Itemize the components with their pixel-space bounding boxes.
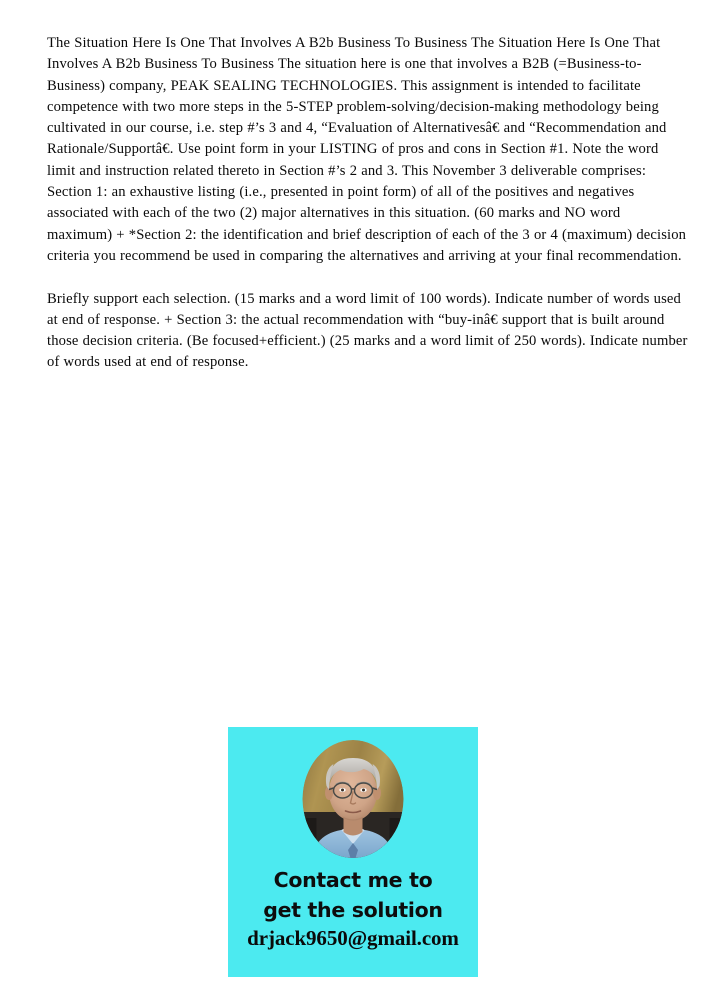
portrait-photo-icon xyxy=(303,740,404,858)
contact-card-headline-line-2: get the solution xyxy=(263,898,443,922)
avatar xyxy=(303,740,404,858)
document-text-body xyxy=(47,33,689,374)
contact-card-headline-line-1: Contact me to xyxy=(273,868,433,892)
contact-card-email[interactable]: drjack9650@gmail.com xyxy=(247,926,459,950)
paragraph-1: The Situation Here Is One That Involves A B2b Business To Business The Situation Here Is One That Involves A B2b Business To Business The situation here is one that involves a B2B (=Business-to-Business) company, PEAK SEALING TECHNOLOGIES. This assignment is intended to facilitate competence with two more steps in the 5-STEP problem-solving/decision-making methodology being cultivated in our course, i.e. step #’s 3 and 4, “Evaluation of Alternativesâ€ and “Recommendation and Rationale/Supportâ€. Use point form in your LISTING of pros and cons in Section #1. Note the word limit and instruction related thereto in Section #’s 2 and 3. This November 3 deliverable comprises: Section 1: an exhaustive listing (i.e., presented in point form) of all of the positives and negatives associated with each of the two (2) major alternatives in this situation. (60 marks and NO word maximum) + *Section 2: the identification and brief description of each of the 3 or 4 (maximum) decision criteria you recommend be used in comparing the alternatives and arriving at your final recommendation. xyxy=(47,35,687,264)
contact-card xyxy=(228,727,478,977)
paragraph-2: Briefly support each selection. (15 marks and a word limit of 100 words). Indicate number of words used at end of response. + Section 3: the actual recommendation with “buy-inâ€ support that is built around those decision criteria. (Be focused+efficient.) (25 marks and a word limit of 250 words). Indicate number of words used at end of response. xyxy=(47,290,688,371)
contact-card-headline xyxy=(228,865,478,925)
